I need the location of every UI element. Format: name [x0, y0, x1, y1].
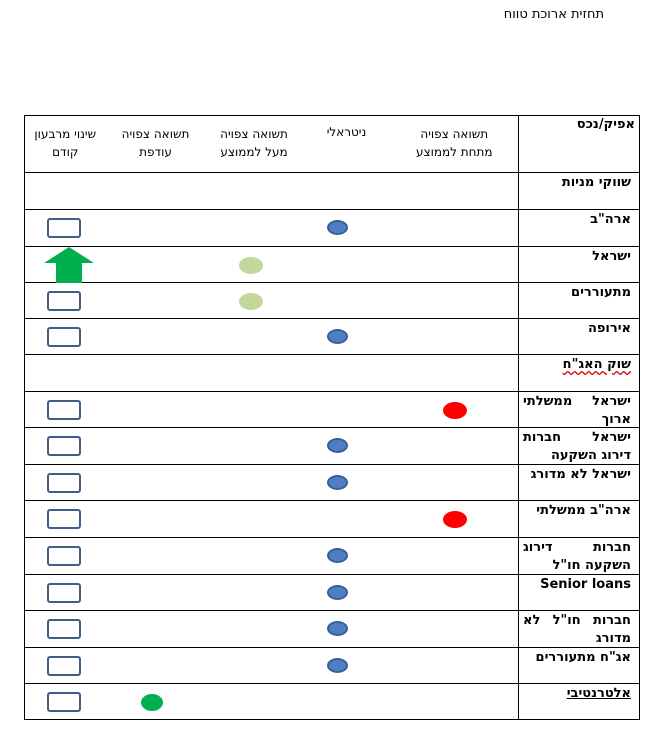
rating-cell: [303, 392, 391, 428]
cell-content: [25, 648, 106, 683]
table-row: [25, 575, 640, 611]
rating-cell: [303, 173, 391, 210]
rating-cell: [206, 648, 303, 684]
rating-cell: [206, 501, 303, 538]
table-row: [25, 355, 640, 392]
cell-content: [391, 355, 519, 391]
rating-cell: [391, 210, 519, 247]
table-row: [25, 684, 640, 720]
cell-content: [303, 684, 391, 719]
row-label: שווקי מניות: [561, 175, 631, 190]
rating-cell: [25, 210, 106, 247]
cell-content: [519, 501, 639, 537]
forecast-table: [24, 115, 640, 720]
row-label: ארה"ב: [590, 212, 631, 227]
rating-cell: [206, 538, 303, 575]
rating-dot-above: [239, 257, 263, 274]
row-label-text: שוק האג"ח: [562, 357, 631, 372]
rating-cell: [25, 355, 106, 392]
rating-cell: [303, 684, 391, 720]
cell-content: [206, 538, 303, 574]
rating-cell: [106, 611, 206, 648]
rating-dot-neutral: [327, 220, 348, 235]
rating-cell: [206, 173, 303, 210]
row-label: חברות דירוג השקעה חו"ל: [523, 540, 631, 573]
rating-dot-neutral: [327, 438, 348, 453]
cell-content: [25, 575, 106, 610]
cell-content: [25, 392, 106, 427]
header-outperform-line2: עודפת: [139, 145, 172, 159]
change-indicator-box: [47, 656, 81, 676]
rating-cell: [391, 648, 519, 684]
rating-cell: [106, 501, 206, 538]
cell-content: [303, 648, 391, 683]
cell-content: [25, 611, 106, 647]
cell-content: [519, 247, 639, 282]
cell-content: [391, 283, 519, 318]
row-label: ישראל לא מדורג: [530, 467, 631, 482]
rating-cell: [391, 684, 519, 720]
table-row: [25, 428, 640, 465]
header-above-avg: [206, 116, 303, 173]
rating-cell: [206, 611, 303, 648]
rating-cell: [303, 210, 391, 247]
cell-content: [519, 684, 639, 719]
table-row: [25, 648, 640, 684]
table-row: [25, 538, 640, 575]
cell-content: [303, 210, 391, 246]
cell-content: [206, 283, 303, 318]
cell-content: [519, 283, 639, 318]
cell-content: [519, 392, 639, 427]
rating-dot-below: [443, 402, 467, 419]
row-label-cell: [519, 648, 640, 684]
rating-cell: [391, 465, 519, 501]
cell-content: [25, 319, 106, 354]
row-label: Senior loans: [540, 577, 631, 592]
cell-content: [303, 465, 391, 500]
table-row: [25, 210, 640, 247]
cell-content: [303, 283, 391, 318]
cell-content: [106, 428, 206, 464]
header-row: [25, 116, 640, 173]
cell-content: [303, 575, 391, 610]
cell-content: [303, 392, 391, 427]
rating-cell: [391, 428, 519, 465]
cell-content: [106, 247, 206, 282]
change-indicator-box: [47, 327, 81, 347]
rating-cell: [25, 428, 106, 465]
rating-cell: [303, 428, 391, 465]
rating-cell: [206, 283, 303, 319]
header-label-cell: [519, 116, 640, 173]
cell-content: [391, 392, 519, 427]
row-label-cell: [519, 575, 640, 611]
cell-content: [106, 392, 206, 427]
cell-content: [206, 575, 303, 610]
table-row: [25, 611, 640, 648]
cell-content: [303, 173, 391, 209]
row-label-cell: [519, 247, 640, 283]
cell-content: [106, 648, 206, 683]
rating-cell: [206, 684, 303, 720]
rating-cell: [106, 283, 206, 319]
change-indicator-box: [47, 400, 81, 420]
header-change-line2: קודם: [52, 145, 79, 159]
table-row: [25, 501, 640, 538]
cell-content: [25, 428, 106, 464]
cell-content: [391, 319, 519, 354]
change-indicator-box: [47, 692, 81, 712]
cell-content: [303, 501, 391, 537]
cell-content: [206, 648, 303, 683]
row-label: ישראל ממשלתי ארוך: [523, 394, 631, 427]
rating-dot-neutral: [327, 585, 348, 600]
cell-content: [391, 611, 519, 647]
cell-content: [206, 355, 303, 391]
cell-content: [391, 173, 519, 209]
cell-content: [206, 501, 303, 537]
cell-content: [106, 501, 206, 537]
cell-content: [391, 575, 519, 610]
cell-content: [519, 210, 639, 246]
rating-cell: [106, 173, 206, 210]
cell-content: [106, 538, 206, 574]
cell-content: [391, 210, 519, 246]
change-indicator-box: [47, 546, 81, 566]
header-below-avg-line1: תשואה צפויה: [420, 127, 489, 141]
rating-cell: [25, 501, 106, 538]
rating-cell: [391, 173, 519, 210]
cell-content: [519, 538, 639, 574]
cell-content: [25, 355, 106, 391]
cell-content: [25, 210, 106, 246]
change-indicator-box: [47, 583, 81, 603]
cell-content: [519, 355, 639, 391]
rating-cell: [106, 392, 206, 428]
cell-content: [519, 465, 639, 500]
header-neutral: [303, 116, 391, 173]
cell-content: [25, 465, 106, 500]
rating-cell: [391, 283, 519, 319]
cell-content: [106, 210, 206, 246]
rating-cell: [206, 210, 303, 247]
rating-cell: [391, 575, 519, 611]
page-title: תחזית ארוכת טווח: [503, 7, 604, 22]
cell-content: [391, 538, 519, 574]
cell-content: [303, 538, 391, 574]
change-indicator-box: [47, 436, 81, 456]
cell-content: [106, 611, 206, 647]
rating-cell: [391, 392, 519, 428]
table-row: [25, 392, 640, 428]
cell-content: [25, 283, 106, 318]
cell-content: [106, 173, 206, 209]
rating-cell: [106, 648, 206, 684]
row-label: ישראל חברות דירוג השקעה: [523, 430, 631, 463]
rating-cell: [25, 465, 106, 501]
cell-content: [206, 392, 303, 427]
arrow-up-icon: [44, 247, 94, 283]
rating-cell: [106, 575, 206, 611]
cell-content: [106, 355, 206, 391]
change-indicator-box: [47, 473, 81, 493]
cell-content: [106, 684, 206, 719]
cell-content: [206, 684, 303, 719]
change-indicator-box: [47, 218, 81, 238]
rating-dot-neutral: [327, 329, 348, 344]
rating-cell: [106, 465, 206, 501]
rating-cell: [303, 247, 391, 283]
rating-cell: [25, 538, 106, 575]
cell-content: [206, 611, 303, 647]
row-label: ישראל: [592, 249, 631, 264]
rating-cell: [25, 283, 106, 319]
rating-cell: [106, 210, 206, 247]
cell-content: [391, 465, 519, 500]
cell-content: [206, 247, 303, 282]
row-label-cell: [519, 355, 640, 392]
rating-cell: [25, 648, 106, 684]
row-label: מתעוררים: [571, 285, 631, 300]
row-label-cell: [519, 428, 640, 465]
cell-content: [25, 173, 106, 209]
row-label: [523, 356, 631, 374]
header-neutral-line1: ניטראלי: [326, 125, 367, 139]
cell-content: [106, 575, 206, 610]
header-above-avg-line1: תשואה צפויה: [220, 127, 288, 141]
rating-cell: [25, 575, 106, 611]
row-label: אג"ח מתעוררים: [535, 650, 631, 665]
cell-content: [519, 648, 639, 683]
rating-dot-above: [239, 293, 263, 310]
cell-content: [25, 684, 106, 719]
cell-content: [25, 538, 106, 574]
rating-cell: [106, 428, 206, 465]
header-above-avg-line2: מעל לממוצע: [220, 145, 288, 159]
rating-cell: [303, 648, 391, 684]
cell-content: [519, 173, 639, 209]
cell-content: [519, 428, 639, 464]
cell-content: [206, 428, 303, 464]
table-row: [25, 247, 640, 283]
header-label: אפיק/נכס: [576, 117, 635, 132]
cell-content: [25, 501, 106, 537]
table-row: [25, 173, 640, 210]
rating-cell: [303, 575, 391, 611]
header-change: [25, 116, 106, 173]
rating-cell: [391, 355, 519, 392]
rating-cell: [391, 247, 519, 283]
rating-dot-outperform: [141, 694, 163, 711]
header-change-line1: שינוי מרבעון: [34, 127, 97, 141]
cell-content: [206, 210, 303, 246]
row-label-cell: [519, 210, 640, 247]
table-row: [25, 319, 640, 355]
cell-content: [391, 247, 519, 282]
rating-cell: [206, 465, 303, 501]
row-label-cell: [519, 684, 640, 720]
cell-content: [303, 428, 391, 464]
cell-content: [391, 428, 519, 464]
rating-cell: [303, 319, 391, 355]
cell-content: [106, 465, 206, 500]
rating-cell: [391, 319, 519, 355]
rating-cell: [391, 538, 519, 575]
rating-cell: [303, 465, 391, 501]
row-label-cell: [519, 392, 640, 428]
cell-content: [206, 173, 303, 209]
rating-cell: [206, 247, 303, 283]
table-row: [25, 283, 640, 319]
rating-cell: [303, 355, 391, 392]
rating-cell: [206, 355, 303, 392]
header-outperform: [106, 116, 206, 173]
rating-cell: [25, 611, 106, 648]
rating-cell: [391, 611, 519, 648]
rating-dot-neutral: [327, 475, 348, 490]
header-below-avg: [391, 116, 519, 173]
rating-cell: [106, 319, 206, 355]
cell-content: [519, 575, 639, 610]
row-label-cell: [519, 538, 640, 575]
rating-cell: [25, 319, 106, 355]
cell-content: [206, 319, 303, 354]
rating-cell: [106, 247, 206, 283]
rating-dot-below: [443, 511, 467, 528]
cell-content: [303, 319, 391, 354]
rating-cell: [303, 501, 391, 538]
rating-cell: [206, 319, 303, 355]
row-label-cell: [519, 611, 640, 648]
rating-dot-neutral: [327, 658, 348, 673]
cell-content: [519, 611, 639, 647]
rating-cell: [303, 611, 391, 648]
cell-content: [391, 648, 519, 683]
rating-cell: [303, 283, 391, 319]
rating-cell: [106, 684, 206, 720]
table-row: [25, 465, 640, 501]
rating-cell: [25, 247, 106, 283]
rating-cell: [303, 538, 391, 575]
row-label-cell: [519, 501, 640, 538]
change-indicator-box: [47, 291, 81, 311]
rating-dot-neutral: [327, 621, 348, 636]
cell-content: [303, 247, 391, 282]
row-label-cell: [519, 283, 640, 319]
row-label: חברות חו"ל לא מדורג: [523, 613, 631, 646]
cell-content: [519, 319, 639, 354]
cell-content: [206, 465, 303, 500]
rating-cell: [206, 392, 303, 428]
change-indicator-box: [47, 619, 81, 639]
cell-content: [303, 355, 391, 391]
cell-content: [25, 247, 106, 282]
row-label: אלטרנטיבי: [566, 686, 631, 701]
rating-cell: [25, 392, 106, 428]
rating-cell: [25, 173, 106, 210]
cell-content: [391, 501, 519, 537]
change-indicator-box: [47, 509, 81, 529]
row-label: אירופה: [587, 321, 631, 336]
rating-cell: [206, 428, 303, 465]
rating-dot-neutral: [327, 548, 348, 563]
cell-content: [106, 319, 206, 354]
row-label-cell: [519, 465, 640, 501]
rating-cell: [391, 501, 519, 538]
header-outperform-line1: תשואה צפויה: [121, 127, 190, 141]
rating-cell: [206, 575, 303, 611]
cell-content: [106, 283, 206, 318]
row-label: ארה"ב ממשלתי: [536, 503, 631, 518]
cell-content: [303, 611, 391, 647]
rating-cell: [25, 684, 106, 720]
rating-cell: [106, 355, 206, 392]
row-label-cell: [519, 173, 640, 210]
cell-content: [391, 684, 519, 719]
rating-cell: [106, 538, 206, 575]
header-below-avg-line2: מתחת לממוצע: [415, 145, 493, 159]
row-label-cell: [519, 319, 640, 355]
